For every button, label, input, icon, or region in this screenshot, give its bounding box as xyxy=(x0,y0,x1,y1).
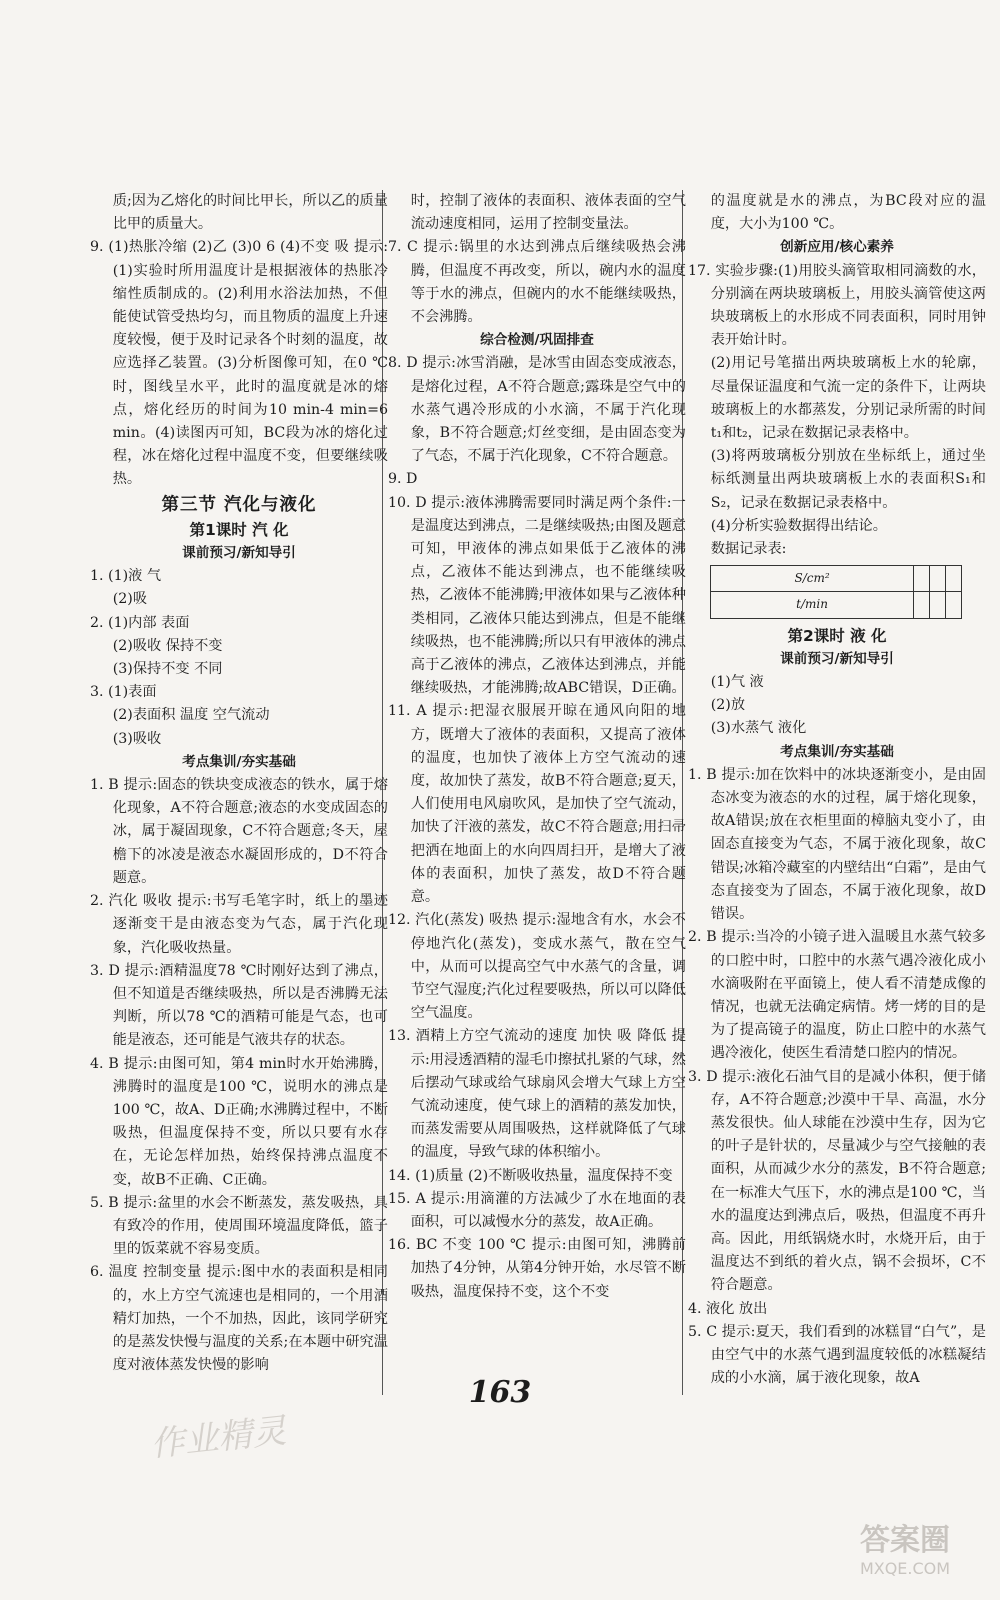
answer-paragraph: 的温度就是水的沸点，为BC段对应的温度，大小为100 ℃。 xyxy=(710,193,986,233)
answer-paragraph: 10. D 提示:液体沸腾需要同时满足两个条件:一是温度达到沸点，二是继续吸热;由图及题意可知，甲液体的沸点如果低于乙液体的沸点，乙液体不能达到沸点，也不能继续吸热，乙液体不能沸腾;甲液体如果与乙液体种类相同，乙液体只能达到沸点，但是不能继续吸热，也不能沸腾;所以只有甲液体的沸点高于乙液体的沸点，乙液体达到沸点，并能继续吸热，才能沸腾;故ABC错误，D正确。 xyxy=(388,494,686,697)
answer-paragraph: 3. D 提示:酒精温度78 ℃时刚好达到了沸点，但不知道是否继续吸热，所以是否沸腾无法判断，所以78 ℃的酒精可能是气态，也可能是液态，还可能是气液共存的状态。 xyxy=(90,962,388,1049)
answer-paragraph: (1)气 液 xyxy=(710,674,764,691)
table-cell: S/cm² xyxy=(711,566,914,592)
column-left xyxy=(90,190,388,1377)
answer-paragraph: (2)放 xyxy=(710,697,746,714)
answer-paragraph: (3)水蒸气 液化 xyxy=(710,720,807,737)
column-right xyxy=(688,190,986,1390)
answer-paragraph: 13. 酒精上方空气流动的速度 加快 吸 降低 提示:用浸透酒精的湿毛巾擦拭扎紧的气球，然后摆动气球或给气球扇风会增大气球上方空气流动速度，使气球上的酒精的蒸发加快，而蒸发需要从周围吸热，这样就降低了气球的温度，导致气球的体积缩小。 xyxy=(388,1028,686,1161)
answer-paragraph: 8. D 提示:冰雪消融，是冰雪由固态变成液态，是熔化过程，A不符合题意;露珠是空气中的水蒸气遇冷形成的小水滴，不属于汽化现象，B不符合题意;灯丝变细，是由固态变为了气态，不属于汽化现象，C不符合题意。 xyxy=(388,355,686,465)
answer-paragraph: 2. 汽化 吸收 提示:书写毛笔字时，纸上的墨迹逐渐变干是由液态变为气态，属于汽化现象，汽化吸收热量。 xyxy=(90,893,388,956)
answer-paragraph: (3)吸收 xyxy=(112,730,162,747)
section-heading: 考点集训/夯实基础 xyxy=(780,743,894,760)
answer-paragraph: (4)分析实验数据得出结论。 xyxy=(710,517,887,534)
answer-paragraph: 9. D xyxy=(388,471,418,488)
answer-paragraph: 5. B 提示:盆里的水会不断蒸发，蒸发吸热，具有致冷的作用，使周围环境温度降低，篮子里的饭菜就不容易变质。 xyxy=(90,1194,388,1258)
section-heading: 创新应用/核心素养 xyxy=(780,239,894,256)
answer-paragraph: 1. (1)液 气 xyxy=(90,568,162,585)
answer-paragraph: (2)吸收 保持不变 xyxy=(112,637,223,654)
answer-paragraph: 时，控制了液体的表面积、液体表面的空气流动速度相同，运用了控制变量法。 xyxy=(410,193,686,233)
watermark-logo: 答案圈 MXQE.COM xyxy=(859,1523,951,1578)
section-heading: 第三节 汽化与液化 xyxy=(161,494,317,515)
section-heading: 课前预习/新知导引 xyxy=(182,545,296,562)
answer-paragraph: 1. B 提示:固态的铁块变成液态的铁水，属于熔化现象，A不符合题意;液态的水变成固态的冰，属于凝固现象，C不符合题意;冬天，屋檐下的冰凌是液态水凝固形成的，D不符合题意。 xyxy=(90,777,388,886)
answer-paragraph: 3. D 提示:液化石油气目的是减小体积，便于储存，A不符合题意;沙漠中干旱、高温，水分蒸发很快。仙人球能在沙漠中生存，因为它的叶子是针状的，尽量减少与空气接触的表面积，从而减少水分的蒸发，B不符合题意;在一标准大气压下，水的沸点是100 ℃，当水的温度达到沸点后，吸热，但温度不再升高。因此，用纸锅烧水时，水烧开后，由于温度达不到纸的着火点，锅不会损坏，C不符合题意。 xyxy=(688,1068,986,1294)
section-heading: 考点集训/夯实基础 xyxy=(182,753,296,770)
answer-paragraph: 1. B 提示:加在饮料中的冰块逐渐变小，是由固态冰变为液态的水的过程，属于熔化现象，故A错误;放在衣柜里面的樟脑丸变小了，由固态直接变为气态，不属于液化现象，故C错误;冰箱冷藏室的内壁结出“白霜”，是由气态直接变为了固态，不属于液化现象，故D错误。 xyxy=(688,766,986,923)
answer-paragraph: 6. 温度 控制变量 提示:图中水的表面积是相同的，水上方空气流速也是相同的，一个用酒精灯加热，一个不加热，因此，该同学研究的是蒸发快慢与温度的关系;在本题中研究温度对液体蒸发快慢的影响 xyxy=(90,1264,388,1374)
answer-paragraph: 16. BC 不变 100 ℃ 提示:由图可知，沸腾前加热了4分钟，从第4分钟开始，水尽管不断吸热，温度保持不变，这个不变 xyxy=(388,1237,686,1300)
answer-paragraph: 2. (1)内部 表面 xyxy=(90,614,190,631)
section-heading: 第1课时 汽 化 xyxy=(189,520,289,539)
answer-paragraph: 11. A 提示:把湿衣服展开晾在通风向阳的地方，既增大了液体的表面积，又提高了液体的温度，也加快了液体上方空气流动的速度，故加快了蒸发，故B不符合题意;夏天，人们使用电风扇吹风，是加快了空气流动，加快了汗液的蒸发，故C不符合题意;用扫帚把洒在地面上的水向四周扫开，是增大了液体的表面积，加快了蒸发，故D不符合题意。 xyxy=(388,703,686,906)
data-record-table xyxy=(710,565,962,618)
answer-paragraph: 7. C 提示:锅里的水达到沸点后继续吸热会沸腾，但温度不再改变，所以，碗内水的温度等于水的沸点，但碗内的水不能继续吸热，不会沸腾。 xyxy=(388,239,686,326)
answer-paragraph: 质;因为乙熔化的时间比甲长，所以乙的质量比甲的质量大。 xyxy=(112,193,388,233)
answer-paragraph: 数据记录表: xyxy=(710,541,787,558)
answer-paragraph: 4. 液化 放出 xyxy=(688,1300,768,1317)
answer-paragraph: (2)用记号笔描出两块玻璃板上水的轮廓，尽量保证温度和气流一定的条件下，让两块玻璃板上的水都蒸发，分别记录所需的时间t₁和t₂，记录在数据记录表格中。 xyxy=(710,355,986,442)
watermark: 作业精灵 xyxy=(148,1410,289,1465)
answer-paragraph: 17. 实验步骤:(1)用胶头滴管取相同滴数的水，分别滴在两块玻璃板上，用胶头滴管使这两块玻璃板上的水形成不同表面积，同时用钟表开始计时。 xyxy=(688,262,986,349)
answer-paragraph: 4. B 提示:由图可知，第4 min时水开始沸腾，沸腾时的温度是100 ℃，说明水的沸点是100 ℃，故A、D正确;水沸腾过程中，不断吸热，但温度保持不变，所以只要有水存在，无论怎样加热，始终保持沸点温度不变，故B不正确、C正确。 xyxy=(90,1055,388,1188)
column-middle xyxy=(388,190,686,1304)
answer-paragraph: 9. (1)热胀冷缩 (2)乙 (3)0 6 (4)不变 吸 提示:(1)实验时所用温度计是根据液体的热胀冷缩性质制成的。(2)利用水浴法加热，不但能使试管受热均匀，而且物质的温度上升速度较慢，便于及时记录各个时刻的温度，故应选择乙装置。(3)分析图像可知，在0 ℃时，图线呈水平，此时的温度就是冰的熔点，熔化经历的时间为10 min-4 min=6 min。(4)读图丙可知，BC段为冰的熔化过程，冰在熔化过程中温度不变，但要继续吸热。 xyxy=(90,239,388,488)
page-number: 163 xyxy=(468,1375,532,1410)
answer-paragraph: 15. A 提示:用滴灌的方法减少了水在地面的表面积，可以减慢水分的蒸发，故A正确。 xyxy=(388,1190,686,1230)
answer-paragraph: 14. (1)质量 (2)不断吸收热量，温度保持不变 xyxy=(388,1167,673,1184)
answer-paragraph: (2)表面积 温度 空气流动 xyxy=(112,707,270,724)
section-heading: 第2课时 液 化 xyxy=(787,626,887,645)
table-cell: t/min xyxy=(711,592,914,618)
answer-paragraph: 3. (1)表面 xyxy=(90,684,157,701)
answer-paragraph: 2. B 提示:当冷的小镜子进入温暖且水蒸气较多的口腔中时，口腔中的水蒸气遇冷液化成小水滴吸附在平面镜上，使人看不清楚成像的情况，也就无法确定病情。烤一烤的目的是为了提高镜子的温度，防止口腔中的水蒸气遇冷液化，使医生看清楚口腔内的情况。 xyxy=(688,929,986,1062)
section-heading: 综合检测/巩固排查 xyxy=(480,332,594,349)
answer-paragraph: (2)吸 xyxy=(112,591,148,608)
answer-paragraph: (3)保持不变 不同 xyxy=(112,661,223,678)
answer-paragraph: 12. 汽化(蒸发) 吸热 提示:湿地含有水，水会不停地汽化(蒸发)，变成水蒸气，散在空气中，从而可以提高空气中水蒸气的含量，调节空气湿度;汽化过程要吸热，所以可以降低空气温度。 xyxy=(388,912,686,1022)
answer-paragraph: 5. C 提示:夏天，我们看到的冰糕冒“白气”，是由空气中的水蒸气遇到温度较低的冰糕凝结成的小水滴，属于液化现象，故A xyxy=(688,1323,986,1387)
section-heading: 课前预习/新知导引 xyxy=(780,650,894,667)
answer-paragraph: (3)将两玻璃板分别放在坐标纸上，通过坐标纸测量出两块玻璃板上水的表面积S₁和S₂，记录在数据记录表格中。 xyxy=(710,448,986,511)
